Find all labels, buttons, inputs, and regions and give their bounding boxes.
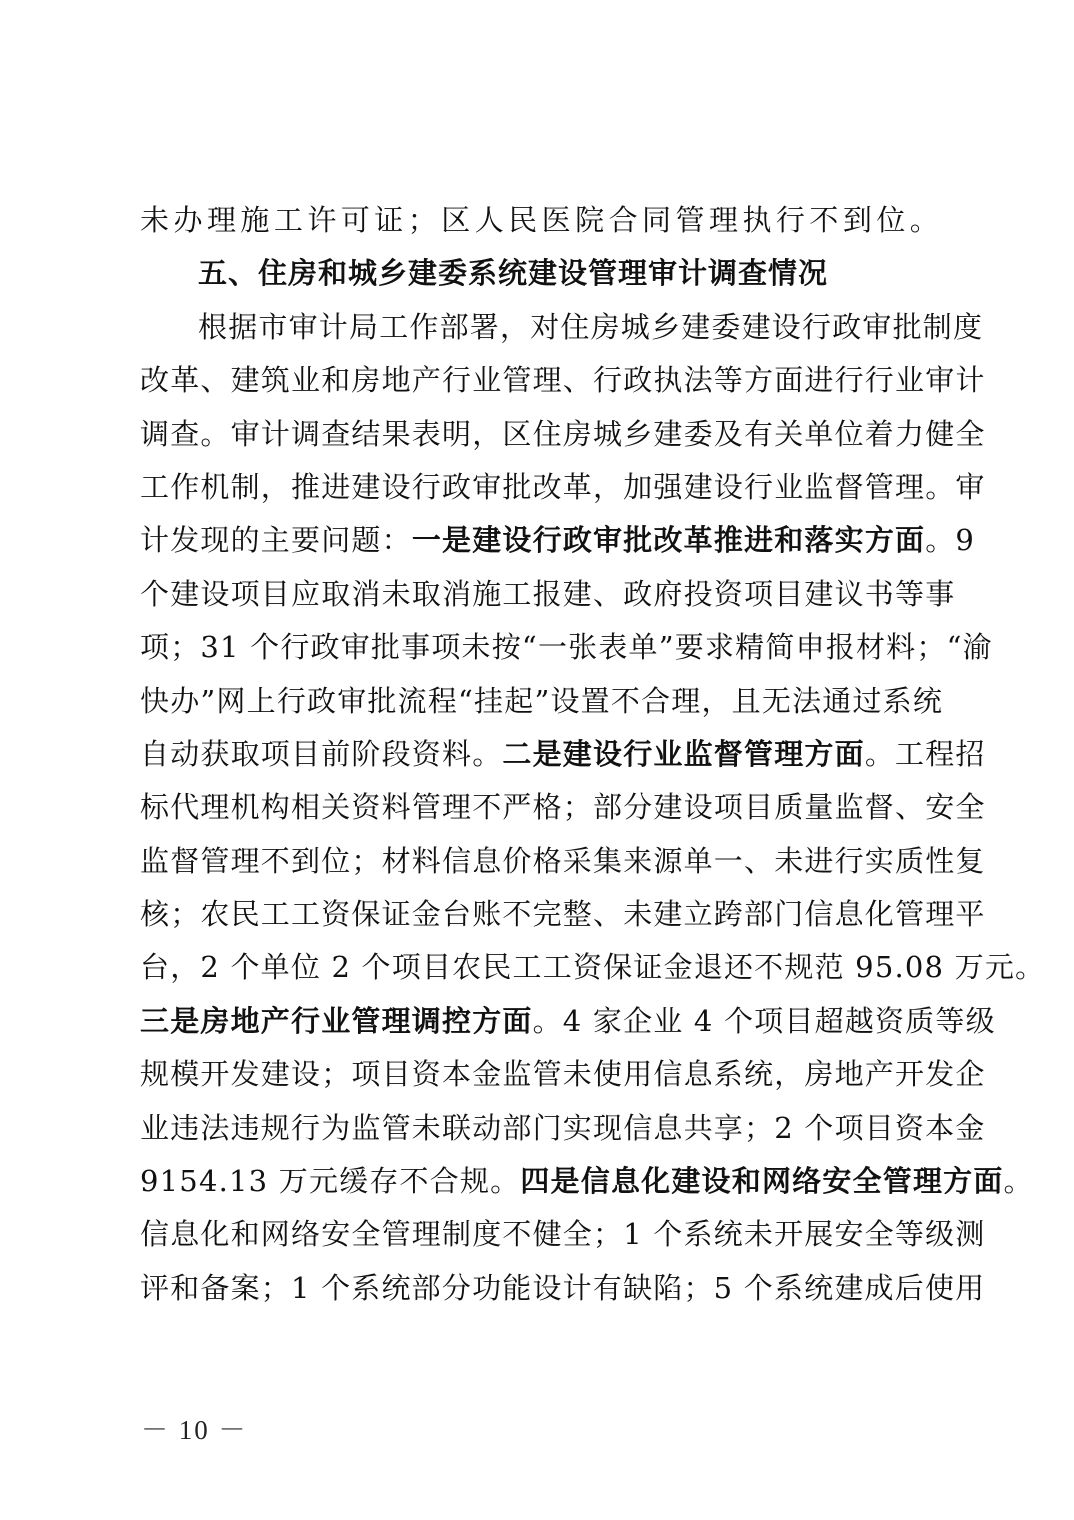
paragraph-line: 个建设项目应取消未取消施工报建、政府投资项目建议书等事 [140,576,956,611]
paragraph-line: 评和备案；1 个系统部分功能设计有缺陷；5 个系统建成后使用 [140,1270,986,1305]
paragraph-line: 根据市审计局工作部署，对住房城乡建委建设行政审批制度 [198,309,984,344]
bold-phrase: 三是房地产行业管理调控方面 [140,1003,533,1038]
paragraph-line: 台，2 个单位 2 个项目农民工工资保证金退还不规范 95.08 万元。 [140,950,1046,985]
body-text [140,194,1046,1315]
paragraph-line: 未办理施工许可证；区人民医院合同管理执行不到位。 [140,203,940,237]
paragraph-line: 三是房地产行业管理调控方面。4 家企业 4 个项目超越资质等级 [140,1003,996,1038]
bold-phrase: 四是信息化建设和网络安全管理方面 [520,1164,1004,1199]
section-heading: 五、住房和城乡建委系统建设管理审计调查情况 [198,256,829,291]
paragraph-line: 业违法违规行为监管未联动部门实现信息共享；2 个项目资本金 [140,1110,986,1145]
paragraph-line: 计发现的主要问题：一是建设行政审批改革推进和落实方面。9 [140,523,976,558]
paragraph-line: 标代理机构相关资料管理不严格；部分建设项目质量监督、安全 [140,790,986,825]
paragraph-line: 自动获取项目前阶段资料。二是建设行业监督管理方面。工程招 [140,736,986,771]
paragraph-line: 快办”网上行政审批流程“挂起”设置不合理，且无法通过系统 [140,683,944,718]
page-number: － 10 － [141,1415,248,1445]
paragraph-line: 工作机制，推进建设行政审批改革，加强建设行业监督管理。审 [140,469,986,504]
bold-phrase: 一是建设行政审批改革推进和落实方面 [411,523,926,558]
paragraph-line: 规模开发建设；项目资本金监管未使用信息系统，房地产开发企 [140,1057,986,1092]
paragraph-line: 调查。审计调查结果表明，区住房城乡建委及有关单位着力健全 [140,416,986,451]
paragraph-line: 监督管理不到位；材料信息价格采集来源单一、未进行实质性复 [140,843,986,878]
paragraph-line: 9154.13 万元缓存不合规。四是信息化建设和网络安全管理方面。 [140,1164,1034,1199]
paragraph-line: 信息化和网络安全管理制度不健全；1 个系统未开展安全等级测 [140,1217,986,1252]
paragraph-line: 项；31 个行政审批事项未按“一张表单”要求精简申报材料；“渝 [140,630,993,665]
paragraph-line: 核；农民工工资保证金台账不完整、未建立跨部门信息化管理平 [140,897,986,932]
bold-phrase: 二是建设行业监督管理方面 [502,736,865,771]
paragraph-line: 改革、建筑业和房地产行业管理、行政执法等方面进行行业审计 [140,363,986,398]
